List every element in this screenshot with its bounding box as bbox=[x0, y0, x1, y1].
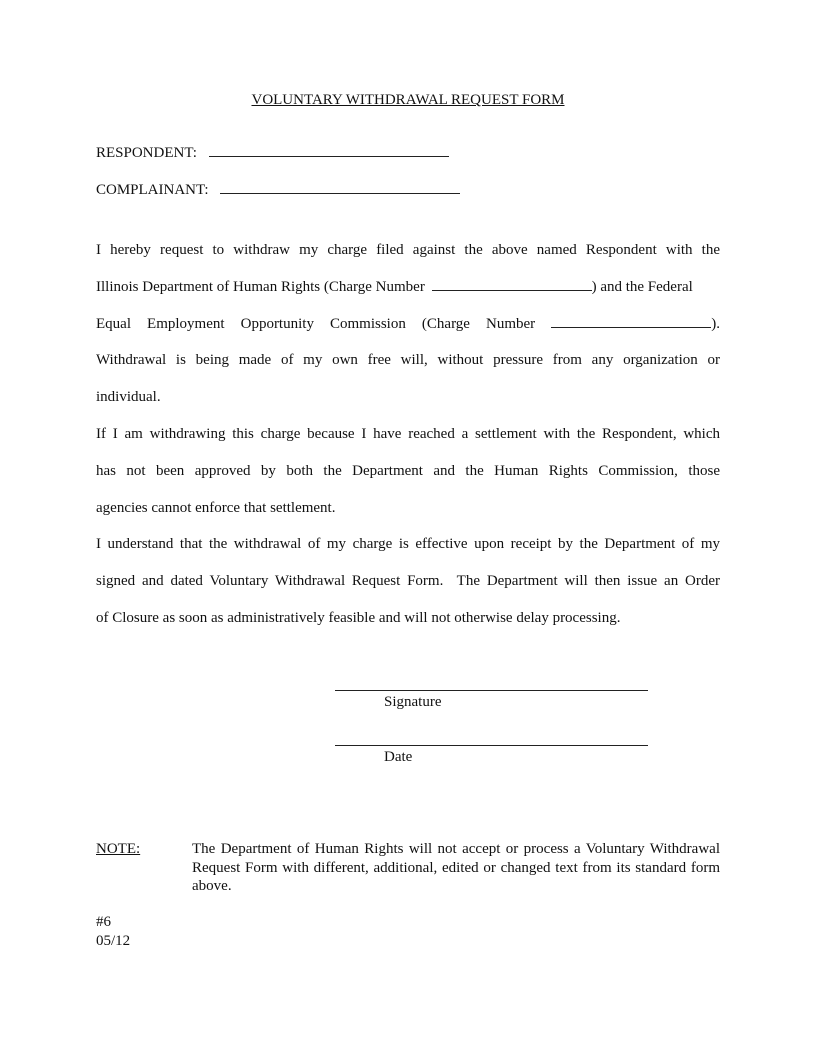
form-number: #6 bbox=[96, 914, 111, 930]
eeoc-charge-number-blank[interactable] bbox=[551, 315, 711, 328]
paragraph-2-text-2: has not been approved by both the Department and the Human Rights Commission, those bbox=[96, 462, 720, 479]
paragraph-2-line-2 bbox=[96, 453, 720, 490]
idhr-charge-number-blank[interactable] bbox=[432, 278, 592, 291]
paragraph-3-text-1: I understand that the withdrawal of my charge is effective upon receipt by the Department of my bbox=[96, 536, 720, 553]
paragraph-1-text-1: I hereby request to withdraw my charge filed against the above named Respondent with the bbox=[96, 242, 720, 258]
idhr-charge-suffix: ) and the Federal bbox=[591, 278, 693, 295]
paragraph-3-line-1 bbox=[96, 526, 720, 563]
paragraph-2-line-3 bbox=[96, 490, 720, 527]
paragraph-1-line-4 bbox=[96, 342, 720, 379]
paragraph-2-line-1 bbox=[96, 416, 720, 453]
paragraph-3-text-2: signed and dated Voluntary Withdrawal Request Form. The Department will then issue an Order bbox=[96, 573, 720, 590]
date-line[interactable] bbox=[335, 745, 648, 746]
note-label-text: NOTE: bbox=[96, 841, 141, 857]
paragraph-1-text-5: individual. bbox=[96, 389, 161, 406]
paragraph-1-line-1 bbox=[96, 232, 720, 269]
form-title-text: VOLUNTARY WITHDRAWAL REQUEST FORM bbox=[251, 92, 565, 108]
note-text bbox=[192, 840, 720, 896]
complainant-blank[interactable] bbox=[220, 181, 460, 194]
complainant-row bbox=[96, 181, 460, 199]
paragraph-3-line-3 bbox=[96, 600, 720, 637]
eeoc-charge-label: Equal Employment Opportunity Commission (Charge Number bbox=[96, 315, 536, 332]
paragraph-1-line-5 bbox=[96, 379, 720, 416]
eeoc-charge-suffix: ). bbox=[711, 315, 721, 332]
note-label bbox=[96, 840, 140, 858]
paragraph-2-text-1: If I am withdrawing this charge because I have reached a settlement with the Respondent, which bbox=[96, 425, 720, 442]
paragraph-3-line-2 bbox=[96, 563, 720, 600]
signature-label: Signature bbox=[384, 694, 442, 710]
signature-line[interactable] bbox=[335, 690, 648, 691]
date-label: Date bbox=[384, 749, 413, 765]
respondent-row bbox=[96, 144, 449, 162]
respondent-label: RESPONDENT: bbox=[96, 145, 197, 161]
idhr-charge-label: Illinois Department of Human Rights (Charge Number bbox=[96, 278, 425, 295]
paragraph-2-text-3: agencies cannot enforce that settlement. bbox=[96, 499, 336, 516]
withdrawal-statement bbox=[96, 232, 720, 637]
form-revision: 05/12 bbox=[96, 933, 131, 949]
complainant-label: COMPLAINANT: bbox=[96, 182, 209, 198]
respondent-blank[interactable] bbox=[209, 144, 449, 157]
paragraph-1-line-3 bbox=[96, 306, 720, 343]
paragraph-1-text-4: Withdrawal is being made of my own free will, without pressure from any organization or bbox=[96, 352, 720, 369]
form-title bbox=[0, 91, 816, 109]
paragraph-1-line-2 bbox=[96, 269, 720, 306]
note-paragraph: The Department of Human Rights will not accept or process a Voluntary Withdrawal Request Form with different, additional, edited or changed text from its standard form above. bbox=[192, 841, 720, 894]
paragraph-3-text-3: of Closure as soon as administratively feasible and will not otherwise delay processing. bbox=[96, 609, 621, 626]
